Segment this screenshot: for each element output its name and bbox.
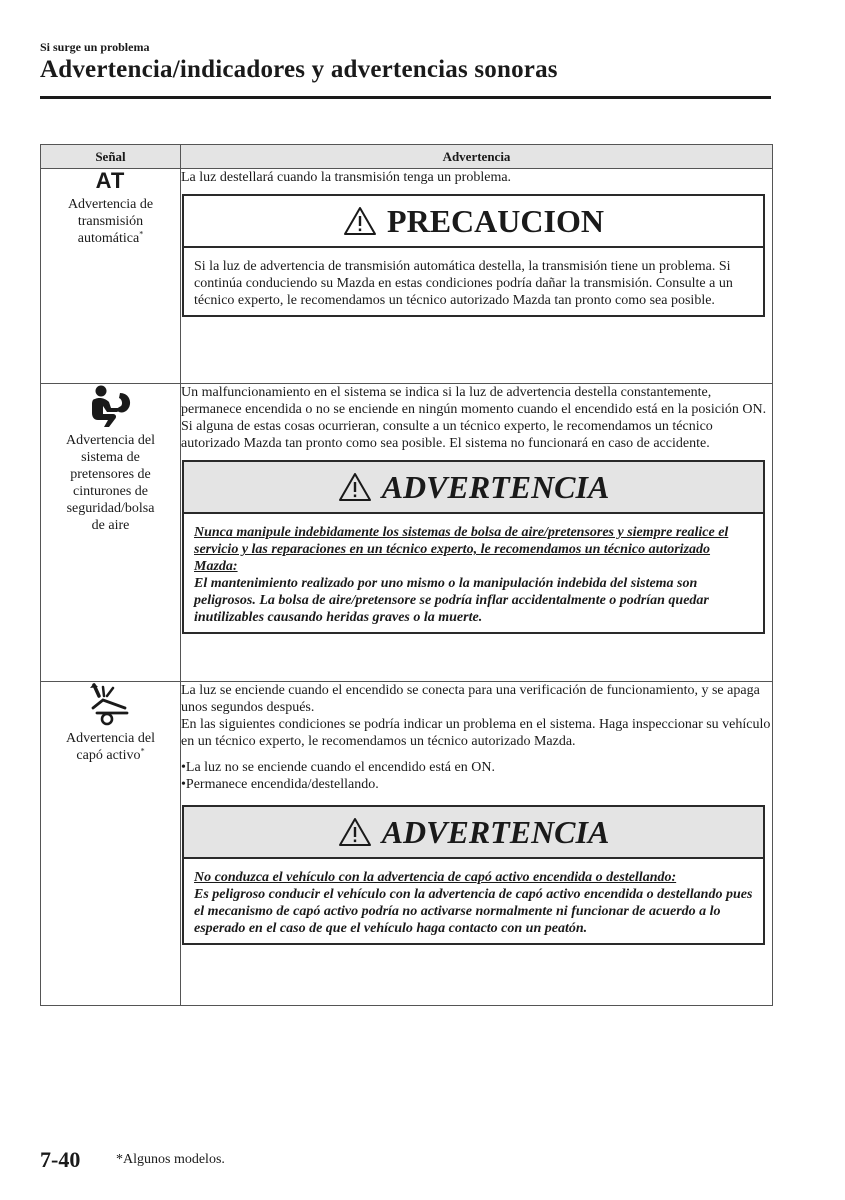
caution-box [182, 194, 765, 317]
table-row [41, 384, 773, 682]
warning-detail: Es peligroso conducir el vehículo con la advertencia de capó activo encendida o destellando pues el mecanismo de capó activo podría no activarse normalmente ni funcionar de acuerdo a lo esperado en el caso de que el vehículo haga contacto con un peatón. [194, 887, 753, 936]
warning-emphasis: Nunca manipule indebidamente los sistemas de bolsa de aire/pretensores y siempre realice el servicio y las reparaciones en un técnico experto, le recomendamos un técnico autorizado Mazda: [194, 525, 729, 574]
warning-title: ADVERTENCIA [381, 813, 610, 850]
signal-cell [41, 169, 181, 384]
warning-table [40, 144, 773, 1006]
caution-body: Si la luz de advertencia de transmisión automática destella, la transmisión tiene un problema. Si continúa conduciendo su Mazda en estas condiciones podría dañar la transmisión. Consulte a un técnico experto, le recomendamos un técnico autorizado Mazda tan pronto como sea posible. [194, 259, 733, 308]
condition-list [181, 759, 772, 793]
active-bonnet-icon [89, 682, 133, 726]
column-header-warning: Advertencia [181, 145, 773, 169]
column-header-signal: Señal [41, 145, 181, 169]
list-item: • Permanece encendida/destellando. [181, 776, 772, 793]
warning-body [184, 514, 763, 632]
signal-label: Advertencia del sistema de pretensores de cinturones de seguridad/bolsa de aire [65, 433, 155, 533]
at-icon: AT [95, 168, 126, 193]
page-number: 7-40 [40, 1147, 81, 1172]
row-description: La luz destellará cuando la transmisión tenga un problema. [181, 170, 512, 185]
warning-text-cell [181, 384, 773, 682]
airbag-icon [87, 384, 135, 428]
caution-heading [184, 196, 763, 248]
warning-title: ADVERTENCIA [381, 468, 610, 505]
warning-triangle-icon [343, 206, 377, 236]
warning-heading [184, 807, 763, 859]
signal-cell [41, 384, 181, 682]
warning-triangle-icon [338, 472, 372, 502]
warning-triangle-icon [338, 817, 372, 847]
signal-cell [41, 682, 181, 1006]
footnote-mark: * [140, 746, 145, 756]
list-item: • La luz no se enciende cuando el encendido está en ON. [181, 759, 772, 776]
warning-box [182, 460, 765, 634]
row-description-2: En las siguientes condiciones se podría indicar un problema en el sistema. Haga inspeccionar su vehículo en un técnico experto, le recomendamos un técnico autorizado Mazda. [181, 717, 771, 749]
title-divider [40, 96, 771, 99]
footnote-mark: * [139, 229, 144, 239]
footnote: *Algunos modelos. [116, 1152, 225, 1167]
warning-text-cell [181, 169, 773, 384]
warning-heading [184, 462, 763, 514]
page-title: Advertencia/indicadores y advertencias sonoras [40, 56, 558, 83]
signal-label: Advertencia de transmisión automática* [67, 197, 154, 246]
table-row [41, 682, 773, 1006]
warning-emphasis: No conduzca el vehículo con la advertencia de capó activo encendida o destellando: [194, 870, 677, 885]
warning-text-cell [181, 682, 773, 1006]
warning-body [184, 859, 763, 943]
table-header-row [41, 145, 773, 169]
warning-detail: El mantenimiento realizado por uno mismo o la manipulación indebida del sistema son peligrosos. La bolsa de aire/pretensore se podría inflar accidentalmente o podrían quedar inutilizables causando heridas graves o la muerte. [194, 576, 709, 625]
warning-box [182, 805, 765, 945]
table-row [41, 169, 773, 384]
caution-title: PRECAUCION [387, 202, 604, 239]
section-label: Si surge un problema [40, 40, 150, 54]
row-description: Un malfuncionamiento en el sistema se indica si la luz de advertencia destella constantemente, permanece encendida o no se enciende en ningún momento cuando el encendido está en la posición ON. Si alguna de estas cosas ocurrieran, consulte a un técnico experto, le recomendamos un técnico autorizado Mazda tan pronto como sea posible. El sistema no funcionará en caso de accidente. [181, 385, 767, 451]
signal-label: Advertencia del capó activo* [65, 731, 155, 763]
row-description: La luz se enciende cuando el encendido se conecta para una verificación de funcionamiento, y se apaga unos segundos después. [181, 683, 760, 715]
